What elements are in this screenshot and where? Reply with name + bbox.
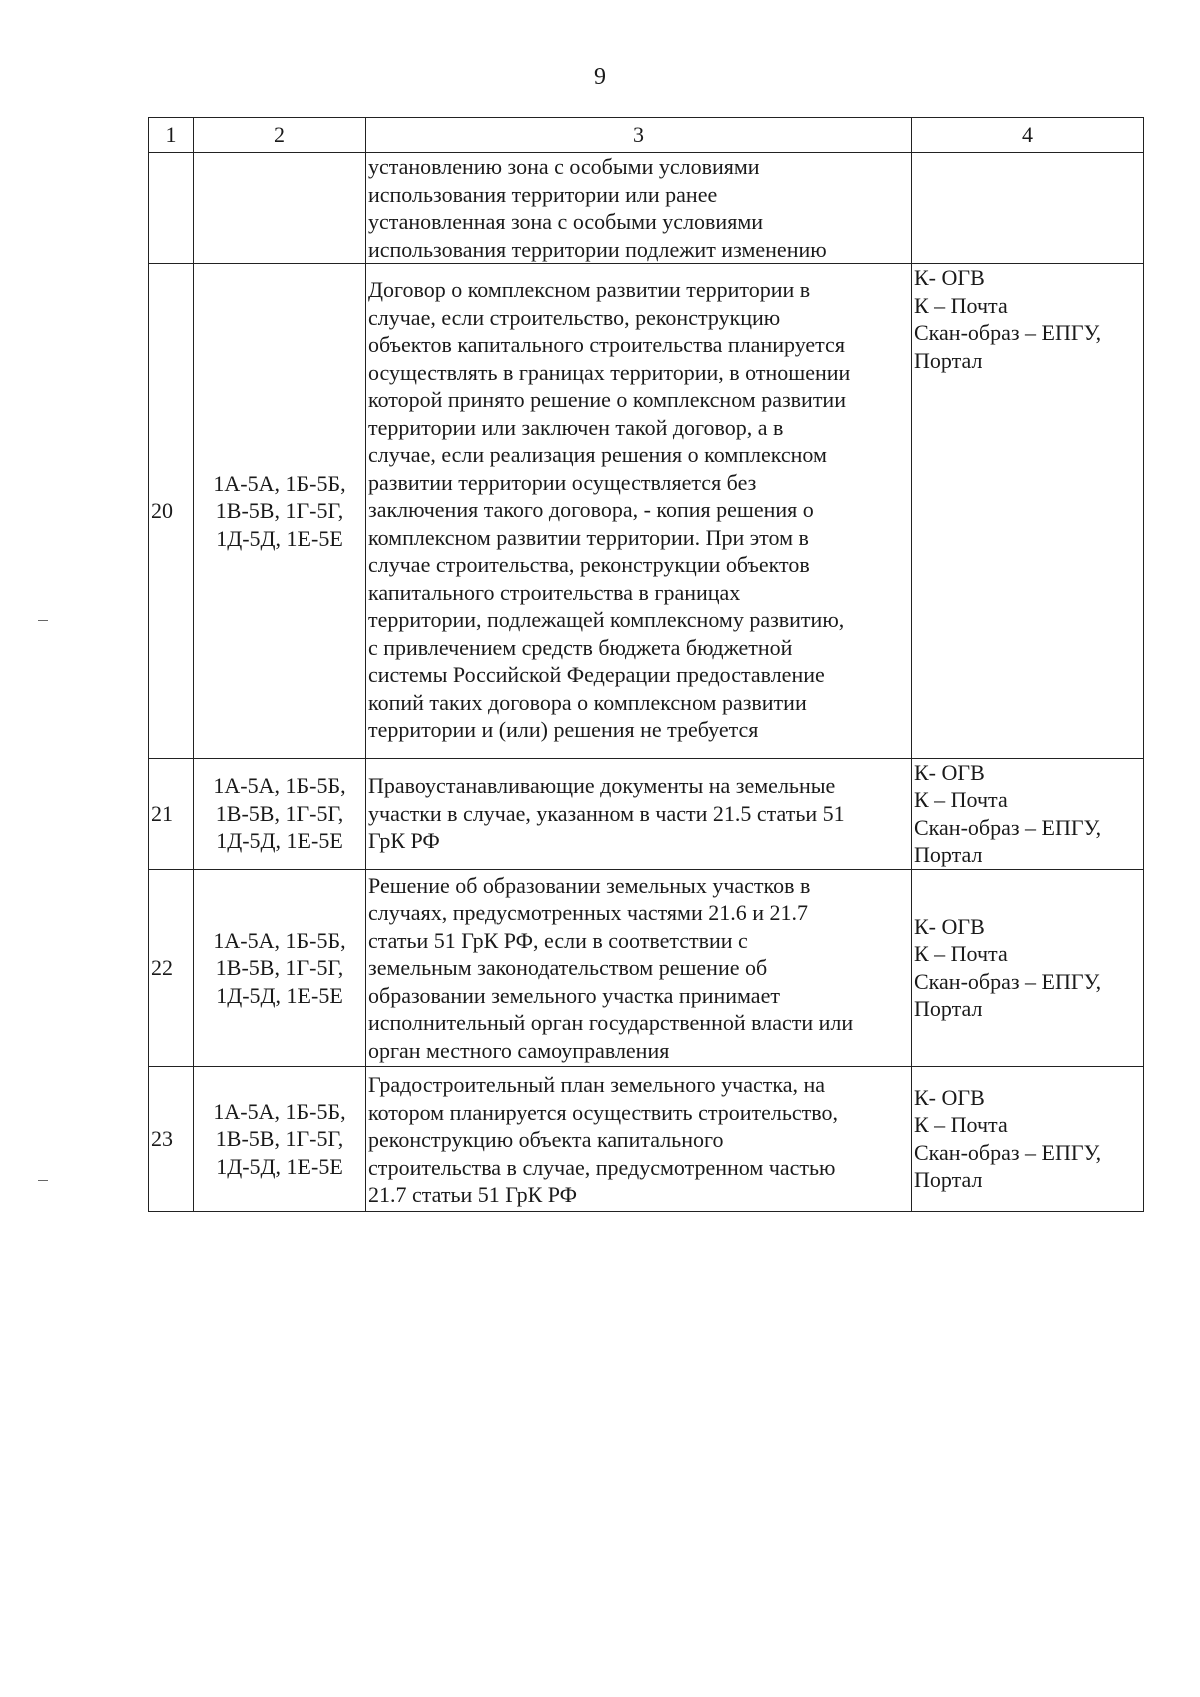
description-line: капитального строительства в границах [368, 579, 741, 605]
row-source [912, 264, 1144, 759]
row-number: 22 [149, 869, 194, 1067]
source-line: Портал [914, 996, 983, 1022]
codes-line: 1Д-5Д, 1Е-5Е [216, 1153, 343, 1179]
description-line: заключения такого договора, - копия решения о [368, 497, 814, 522]
description-line: объектов капитального строительства планируется [368, 332, 845, 357]
row-number: 23 [149, 1067, 194, 1212]
codes-line: 1Д-5Д, 1Е-5Е [216, 828, 343, 854]
source-line: Портал [914, 347, 983, 373]
codes-line: 1В-5В, 1Г-5Г, [215, 800, 344, 826]
description-line: котором планируется осуществить строительство, [368, 1099, 839, 1125]
codes-line: 1Д-5Д, 1Е-5Е [216, 982, 343, 1008]
document-table [148, 117, 1144, 1212]
description-line: осуществлять в границах территории, в отношении [368, 359, 851, 385]
description-line: строительства в случае, предусмотренном частью [368, 1154, 836, 1180]
description-line: Правоустанавливающие документы на земельные [368, 773, 836, 799]
page-number: 9 [594, 64, 606, 90]
description-line: системы Российской Федерации предоставление [368, 662, 825, 687]
description-line: копий таких договора о комплексном развитии [368, 689, 807, 715]
row-codes [194, 153, 366, 264]
margin-mark [38, 1180, 48, 1181]
row-codes [194, 869, 366, 1067]
source-line: Скан-образ – ЕПГУ, [914, 968, 1102, 994]
row-source [912, 758, 1144, 869]
header-col-2: 2 [194, 118, 366, 153]
description-line: использования территории или ранее [368, 181, 718, 207]
description-line: исполнительный орган государственной власти или [368, 1010, 854, 1035]
row-source [912, 1067, 1144, 1212]
description-line: использования территории подлежит изменению [368, 236, 827, 262]
row-codes [194, 1067, 366, 1212]
source-line: К- ОГВ [914, 265, 985, 290]
source-line: К- ОГВ [914, 913, 985, 939]
row-source [912, 153, 1144, 264]
description-line: Договор о комплексном развитии территории в [368, 277, 811, 302]
description-line: ГрК РФ [368, 828, 440, 854]
source-line: К – Почта [914, 941, 1008, 967]
table-row [149, 153, 1144, 264]
codes-line: 1А-5А, 1Б-5Б, [213, 773, 346, 799]
description-line: земельным законодательством решение об [368, 955, 768, 980]
row-codes [194, 758, 366, 869]
description-line: территории или заключен такой договор, а в [368, 414, 784, 440]
codes-line: 1В-5В, 1Г-5Г, [215, 955, 344, 980]
description-line: случаях, предусмотренных частями 21.6 и 21.7 [368, 900, 809, 925]
description-line: участки в случае, указанном в части 21.5 статьи 51 [368, 800, 845, 826]
table-row [149, 264, 1144, 759]
description-line: статьи 51 ГрК РФ, если в соответствии с [368, 927, 748, 953]
description-line: установлению зона с особыми условиями [368, 154, 760, 179]
description-line: комплексном развитии территории. При этом в [368, 524, 809, 550]
description-line: Градостроительный план земельного участка, на [368, 1072, 826, 1097]
codes-line: 1А-5А, 1Б-5Б, [213, 1098, 346, 1124]
row-number: 20 [149, 264, 194, 759]
table-row [149, 1067, 1144, 1212]
codes-line: 1Д-5Д, 1Е-5Е [216, 525, 343, 551]
table-header-row [149, 118, 1144, 153]
description-line: реконструкцию объекта капитального [368, 1127, 724, 1152]
description-line: установленная зона с особыми условиями [368, 209, 764, 234]
codes-line: 1А-5А, 1Б-5Б, [213, 470, 346, 496]
description-line: территории, подлежащей комплексному развитию, [368, 607, 845, 632]
description-line: 21.7 статьи 51 ГрК РФ [368, 1182, 578, 1207]
table-row [149, 869, 1144, 1067]
source-line: К – Почта [914, 1112, 1008, 1138]
description-line: с привлечением средств бюджета бюджетной [368, 634, 793, 660]
codes-line: 1В-5В, 1Г-5Г, [215, 498, 344, 523]
description-line: случае, если строительство, реконструкцию [368, 304, 781, 330]
row-codes [194, 264, 366, 759]
source-line: Скан-образ – ЕПГУ, [914, 814, 1102, 840]
source-line: К- ОГВ [914, 1084, 985, 1110]
row-description [366, 758, 912, 869]
row-source [912, 869, 1144, 1067]
margin-mark [38, 620, 48, 621]
codes-line: 1А-5А, 1Б-5Б, [213, 927, 346, 953]
row-description [366, 264, 912, 759]
source-line: Портал [914, 1167, 983, 1193]
row-description [366, 153, 912, 264]
row-description [366, 869, 912, 1067]
description-line: случае строительства, реконструкции объектов [368, 552, 810, 577]
source-line: К – Почта [914, 292, 1008, 318]
table-row [149, 758, 1144, 869]
header-col-4: 4 [912, 118, 1144, 153]
source-line: К – Почта [914, 787, 1008, 812]
description-line: которой принято решение о комплексном развитии [368, 387, 846, 412]
row-number: 21 [149, 758, 194, 869]
source-line: Портал [914, 842, 983, 867]
row-number [149, 153, 194, 264]
description-line: развитии территории осуществляется без [368, 469, 757, 495]
header-col-1: 1 [149, 118, 194, 153]
header-col-3: 3 [366, 118, 912, 153]
codes-line: 1В-5В, 1Г-5Г, [215, 1126, 344, 1151]
source-line: К- ОГВ [914, 759, 985, 785]
row-description [366, 1067, 912, 1212]
description-line: случае, если реализация решения о комплексном [368, 442, 827, 467]
description-line: Решение об образовании земельных участков в [368, 872, 811, 898]
description-line: образовании земельного участка принимает [368, 982, 780, 1008]
source-line: Скан-образ – ЕПГУ, [914, 1139, 1102, 1165]
source-line: Скан-образ – ЕПГУ, [914, 320, 1102, 345]
description-line: территории и (или) решения не требуется [368, 717, 759, 742]
description-line: орган местного самоуправления [368, 1037, 670, 1063]
